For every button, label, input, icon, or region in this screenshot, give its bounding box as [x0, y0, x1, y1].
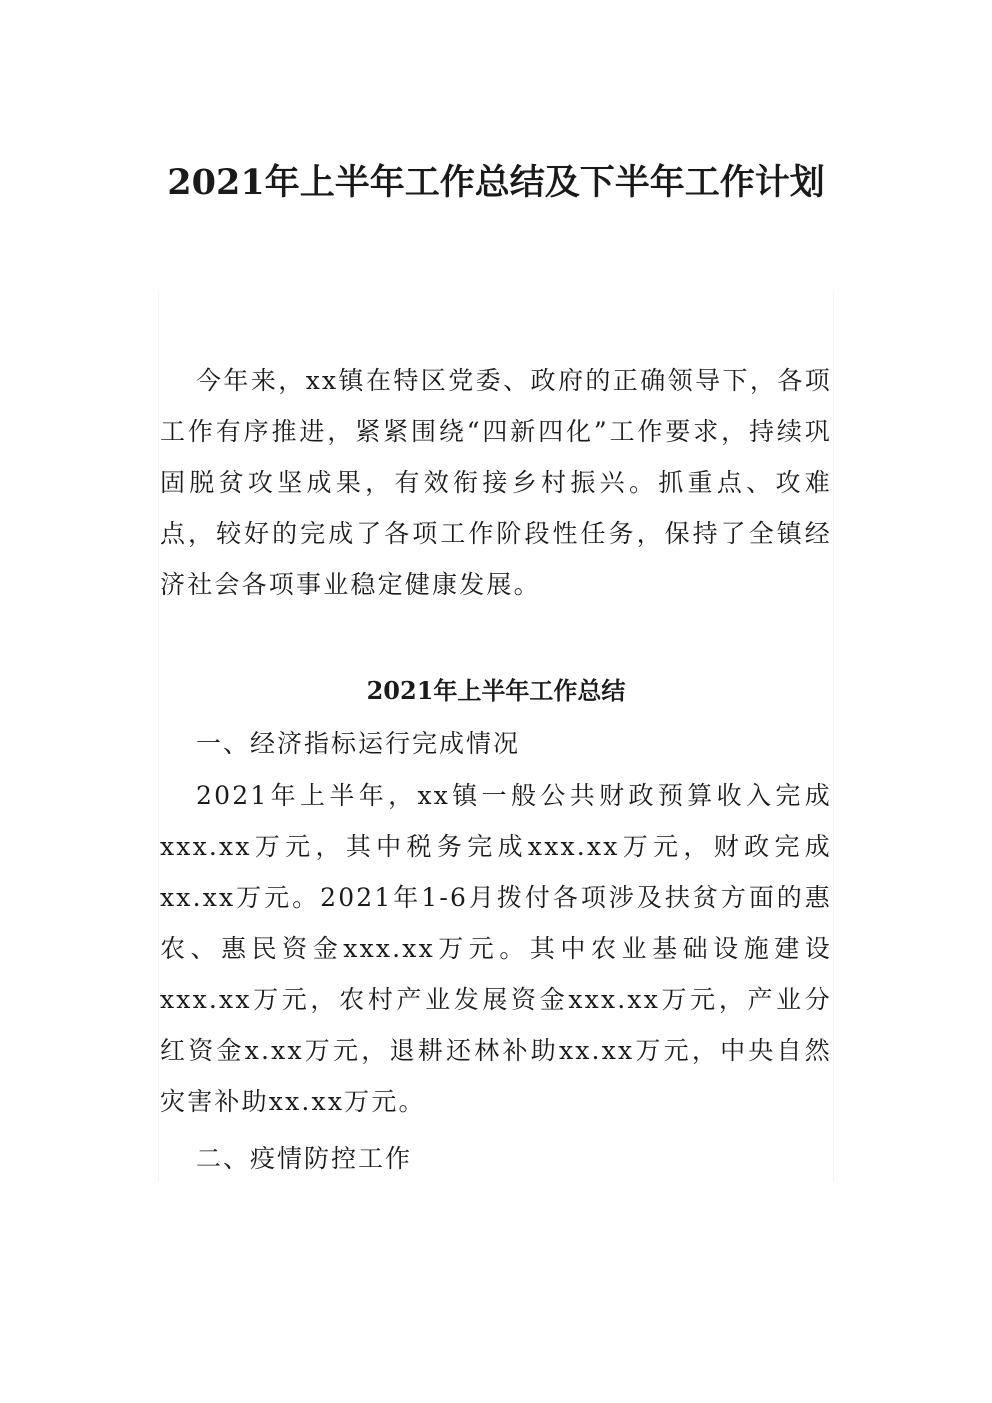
page-title: 2021年上半年工作总结及下半年工作计划 [167, 162, 825, 203]
subheading-economic-indicators: 一、经济指标运行完成情况 [196, 729, 521, 758]
intro-paragraph: 今年来，xx镇在特区党委、政府的正确领导下，各项工作有序推进，紧紧围绕“四新四化”工作要求，持续巩固脱贫攻坚成果，有效衔接乡村振兴。抓重点、攻难点，较好的完成了各项工作阶段性任务，保持了全镇经济社会各项事业稳定健康发展。 [160, 366, 832, 599]
section-heading: 2021年上半年工作总结 [366, 676, 626, 705]
economic-indicators-paragraph: 2021年上半年，xx镇一般公共财政预算收入完成xxx.xx万元，其中税务完成xxx.xx万元，财政完成xx.xx万元。2021年1-6月拨付各项涉及扶贫方面的惠农、惠民资金xxx.xx万元。其中农业基础设施建设xxx.xx万元，农村产业发展资金xxx.xx万元，产业分红资金x.xx万元，退耕还林补助xx.xx万元，中央自然灾害补助xx.xx万元。 [160, 781, 832, 1116]
subheading-epidemic-control: 二、疫情防控工作 [196, 1144, 413, 1173]
